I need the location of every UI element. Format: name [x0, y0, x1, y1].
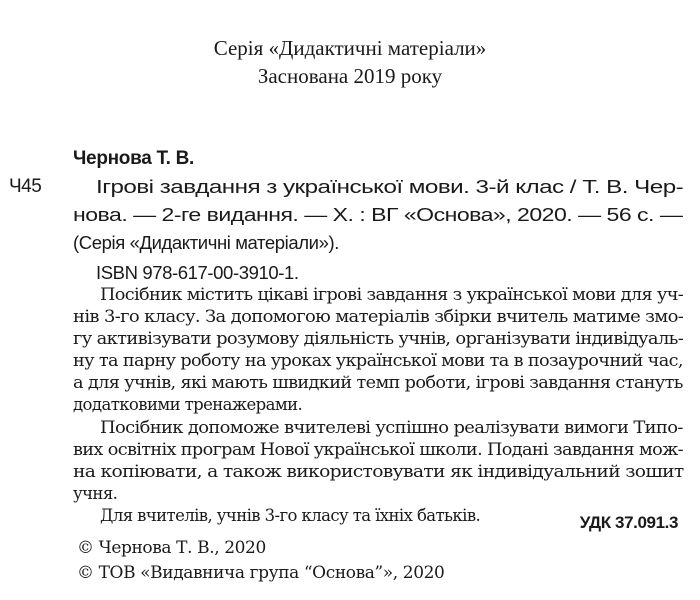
annotation-line: Посібник містить цікаві ігрові завдання з української мови для уч- [100, 285, 684, 304]
annotation-line: додатковими тренажерами. [73, 395, 303, 414]
annotation-line: а для учнів, які мають швидкий темп роботи, ігрові завдання стануть [73, 373, 683, 392]
series-title: Серія «Дидактичні матеріали» [213, 36, 487, 60]
copyright-publisher: © ТОВ «Видавнича група “Основа”», 2020 [77, 563, 445, 583]
annotation-line: учня. [73, 484, 118, 503]
annotation-line: нів 3-го класу. За допомогою матеріалів збірки вчитель матиме змо- [73, 307, 684, 326]
bib-line-1: Ігрові завдання з української мови. 3-й клас / Т. В. Чер- [96, 176, 684, 197]
annotation-line: гу активізувати розумову діяльність учнів, організувати індивідуаль- [73, 329, 684, 348]
bib-line-2: нова. — 2-ге видання. — Х. : ВГ «Основа», 2020. — 56 с. — [73, 204, 683, 225]
bib-line-3: (Серія «Дидактичні матеріали»). [73, 232, 339, 253]
annotation-line: ну та парну роботу на уроках української мови та в позаурочний час, [73, 351, 683, 370]
copyright-author: © Чернова Т. В., 2020 [77, 538, 266, 558]
annotation-line: Посібник допоможе вчителеві успішно реалізувати вимоги Типо- [100, 418, 683, 437]
author-name: Чернова Т. В. [73, 148, 195, 169]
annotation-line: вих освітніх програм Нової української школи. Подані завдання мож- [73, 440, 683, 459]
series-founded: Заснована 2019 року [257, 64, 443, 88]
udk-code: УДК 37.091.3 [579, 513, 678, 532]
isbn: ISBN 978-617-00-3910-1. [96, 262, 299, 283]
classification-code: Ч45 [9, 176, 42, 197]
annotation-line: на копіювати, а також використовувати як індивідуальний зошит [73, 462, 684, 481]
audience-line: Для вчителів, учнів 3-го класу та їхніх батьків. [100, 506, 481, 525]
